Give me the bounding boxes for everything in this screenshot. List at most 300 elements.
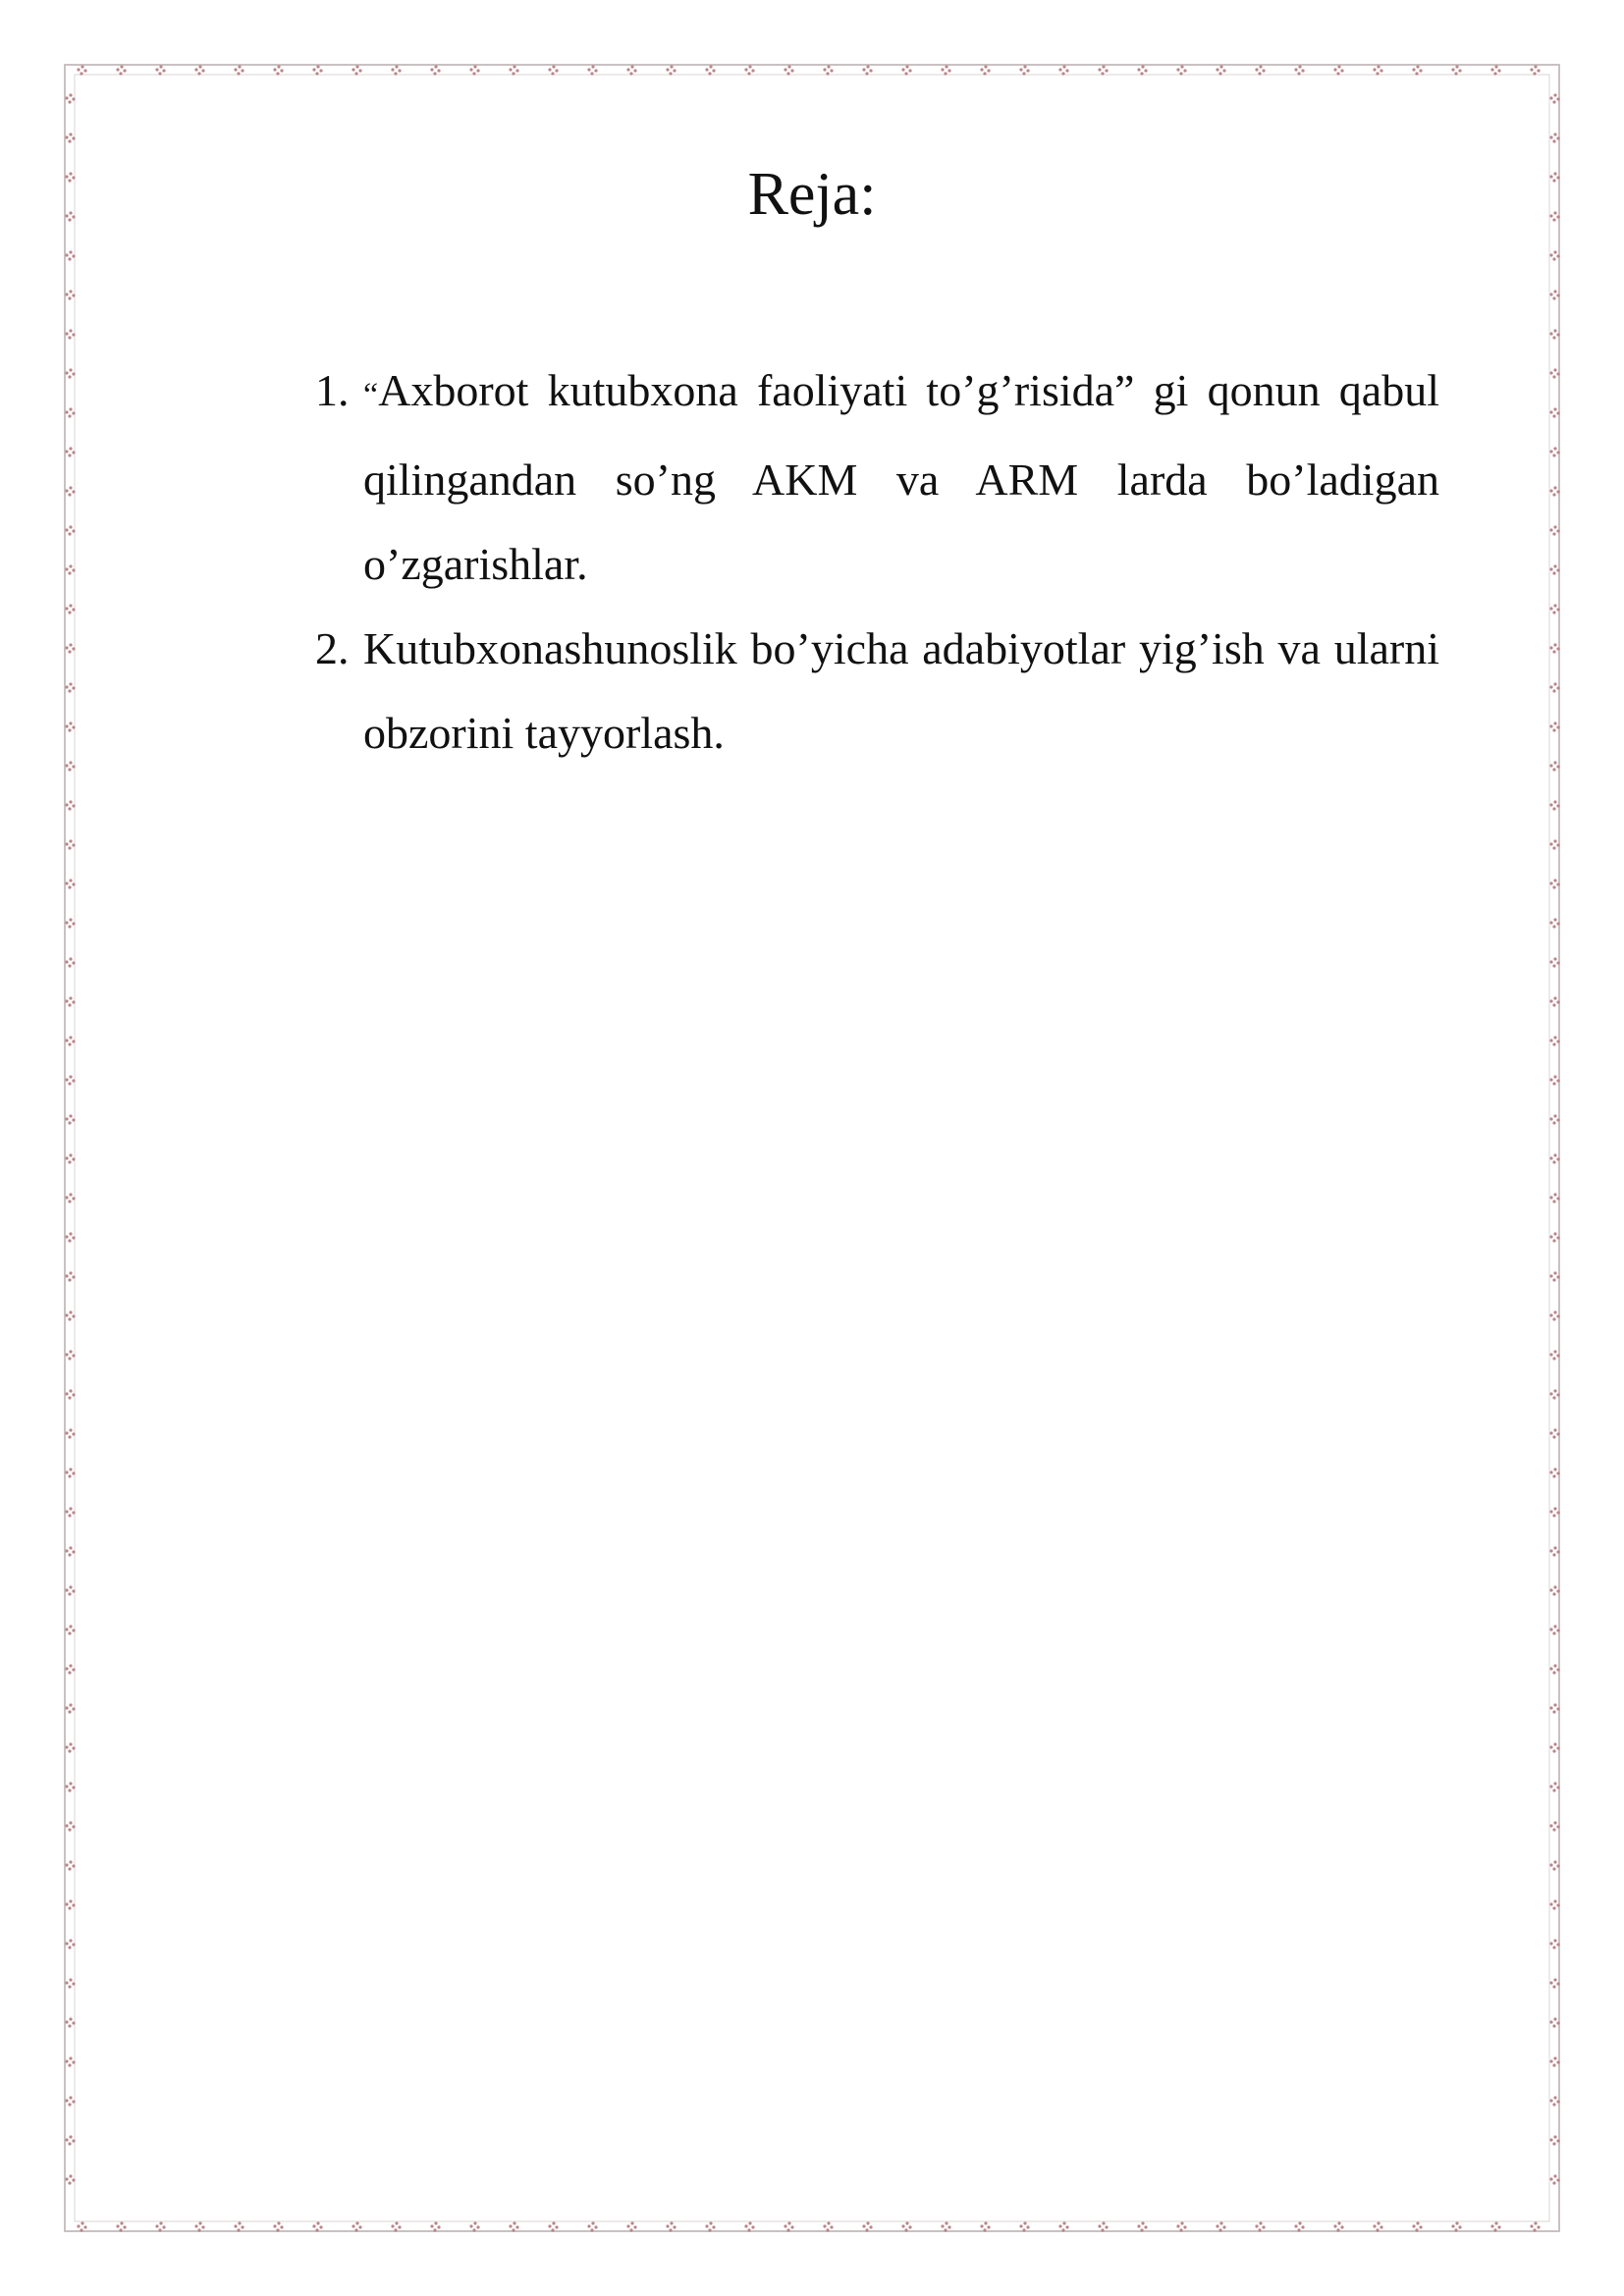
border-ornament <box>1553 1271 1556 1274</box>
border-ornament <box>790 2225 793 2228</box>
border-ornament <box>708 72 711 75</box>
border-ornament <box>1556 882 1559 885</box>
border-ornament <box>65 764 68 767</box>
border-ornament <box>394 72 397 75</box>
border-ornament <box>1556 922 1559 925</box>
border-ornament <box>162 69 165 72</box>
border-ornament <box>65 1196 68 1199</box>
border-ornament <box>69 1232 72 1235</box>
border-ornament <box>1553 1703 1556 1706</box>
border-ornament <box>830 2225 833 2228</box>
border-ornament <box>1549 1549 1552 1552</box>
border-ornament <box>72 294 75 296</box>
border-ornament <box>1552 728 1555 731</box>
border-ornament <box>1549 1706 1552 1709</box>
border-ornament <box>1102 65 1105 68</box>
border-ornament <box>315 2228 318 2231</box>
border-ornament <box>65 1510 68 1513</box>
border-ornament <box>1556 1314 1559 1317</box>
border-ornament <box>1552 2181 1555 2184</box>
border-ornament <box>548 68 551 71</box>
border-ornament <box>198 65 201 68</box>
border-ornament <box>65 685 68 688</box>
border-ornament <box>198 2221 201 2224</box>
border-ornament <box>1262 2225 1265 2228</box>
border-ornament <box>947 69 950 72</box>
border-ornament <box>65 960 68 963</box>
border-ornament <box>69 250 72 253</box>
border-ornament <box>72 843 75 846</box>
border-ornament <box>1337 2221 1340 2224</box>
border-ornament <box>1144 69 1147 72</box>
border-ornament <box>69 918 72 921</box>
border-ornament <box>1553 525 1556 528</box>
border-ornament <box>1553 2096 1556 2099</box>
border-ornament <box>1552 1239 1555 1242</box>
border-ornament <box>68 846 71 849</box>
border-ornament <box>358 69 361 72</box>
border-ornament <box>1380 69 1382 72</box>
border-ornament <box>68 1553 71 1556</box>
border-ornament <box>68 1278 71 1281</box>
border-ornament <box>273 68 276 71</box>
border-ornament <box>72 647 75 650</box>
border-ornament <box>158 2228 161 2231</box>
border-ornament <box>69 133 72 135</box>
border-ornament <box>1552 1789 1555 1791</box>
border-ornament <box>476 69 479 72</box>
border-ornament <box>65 371 68 374</box>
border-ornament <box>1340 2225 1343 2228</box>
border-ornament <box>1553 957 1556 960</box>
border-ornament <box>72 1079 75 1082</box>
border-ornament <box>1140 2228 1143 2231</box>
border-ornament <box>72 1982 75 1985</box>
border-ornament <box>69 1507 72 1510</box>
border-ornament <box>68 1200 71 1202</box>
border-ornament <box>1098 2224 1101 2227</box>
border-ornament <box>1556 2100 1559 2103</box>
border-ornament <box>748 65 751 68</box>
border-ornament <box>1556 490 1559 493</box>
border-ornament <box>72 1275 75 1278</box>
border-ornament <box>237 72 240 75</box>
border-ornament <box>1553 1625 1556 1628</box>
border-ornament <box>68 1396 71 1399</box>
border-ornament <box>68 532 71 535</box>
border-ornament <box>68 1082 71 1085</box>
border-ornament <box>72 254 75 257</box>
border-ornament <box>1262 69 1265 72</box>
border-ornament <box>1552 1396 1555 1399</box>
border-ornament <box>1552 1906 1555 1909</box>
border-ornament <box>1065 69 1068 72</box>
border-ornament <box>69 996 72 999</box>
border-ornament <box>1556 1511 1559 1514</box>
border-ornament <box>319 2225 322 2228</box>
border-ornament <box>786 2228 789 2231</box>
border-ornament <box>751 69 754 72</box>
border-ornament <box>65 1392 68 1395</box>
border-ornament <box>473 65 476 68</box>
border-ornament <box>1556 1589 1559 1592</box>
border-ornament <box>65 1824 68 1827</box>
border-ornament <box>1255 2224 1258 2227</box>
border-ornament <box>1549 2177 1552 2180</box>
border-ornament <box>1216 2224 1218 2227</box>
border-ornament <box>69 2174 72 2177</box>
border-ornament <box>72 1314 75 1317</box>
border-ornament <box>69 1585 72 1588</box>
border-ornament <box>69 407 72 410</box>
border-ornament <box>1549 960 1552 963</box>
border-ornament <box>1058 2224 1061 2227</box>
border-ornament <box>69 1782 72 1785</box>
border-ornament <box>241 2225 244 2228</box>
border-ornament <box>319 69 322 72</box>
border-ornament <box>1026 69 1029 72</box>
border-ornament <box>1553 1860 1556 1863</box>
border-ornament <box>69 957 72 960</box>
border-ornament <box>823 2224 826 2227</box>
border-ornament <box>69 2056 72 2059</box>
plan-item-body: Axborot kutubxona faoliyati to’g’risida” gi qonun qabul qilingandan so’ng AKM va ARM larda bo’ladigan o’zgarishlar. <box>363 365 1439 589</box>
border-ornament <box>1183 69 1186 72</box>
border-ornament <box>1552 1985 1555 1988</box>
border-ornament <box>65 410 68 413</box>
border-ornament <box>1222 2225 1225 2228</box>
border-ornament <box>72 1040 75 1042</box>
border-ornament <box>983 2228 986 2231</box>
border-ornament <box>1144 2225 1147 2228</box>
border-ornament <box>1556 1707 1559 1710</box>
border-ornament <box>1376 72 1379 75</box>
border-ornament <box>1549 1824 1552 1827</box>
border-ornament <box>72 411 75 414</box>
border-ornament <box>1219 2221 1222 2224</box>
border-ornament <box>437 69 440 72</box>
border-ornament <box>77 68 80 71</box>
border-ornament <box>1553 1389 1556 1392</box>
border-ornament <box>352 2224 354 2227</box>
border-ornament <box>1553 1899 1556 1902</box>
border-ornament <box>1553 1939 1556 1942</box>
border-ornament <box>69 1271 72 1274</box>
border-ornament <box>1549 293 1552 295</box>
border-ornament <box>1549 2020 1552 2023</box>
border-ornament <box>68 1749 71 1752</box>
border-ornament <box>72 1236 75 1239</box>
border-ornament <box>1451 2224 1454 2227</box>
border-ornament <box>1549 1981 1552 1984</box>
border-ornament <box>1553 1546 1556 1549</box>
border-ornament <box>1553 447 1556 450</box>
border-ornament <box>80 72 82 75</box>
border-ornament <box>1451 68 1454 71</box>
border-ornament <box>398 69 401 72</box>
plan-item-2 <box>307 607 1439 775</box>
border-ornament <box>1553 721 1556 724</box>
border-ornament <box>312 2224 315 2227</box>
border-ornament <box>594 69 597 72</box>
border-ornament <box>555 69 558 72</box>
border-ornament <box>901 2224 904 2227</box>
border-ornament <box>1553 682 1556 685</box>
border-ornament <box>116 68 119 71</box>
border-ornament <box>1490 68 1493 71</box>
border-ornament <box>1556 1903 1559 1906</box>
border-ornament <box>1552 1003 1555 1006</box>
border-ornament <box>1552 1435 1555 1438</box>
border-ornament <box>1549 724 1552 727</box>
border-ornament <box>65 1863 68 1866</box>
border-ornament <box>69 1310 72 1313</box>
border-ornament <box>1549 881 1552 884</box>
border-ornament <box>1549 1863 1552 1866</box>
border-ornament <box>237 2228 240 2231</box>
border-ornament <box>65 1981 68 1984</box>
border-ornament <box>1553 1232 1556 1235</box>
border-ornament <box>69 1389 72 1392</box>
border-ornament <box>1556 686 1559 689</box>
border-ornament <box>238 2221 241 2224</box>
border-ornament <box>1022 2228 1025 2231</box>
border-ornament <box>1552 414 1555 417</box>
border-ornament <box>72 608 75 611</box>
border-ornament <box>1415 2228 1418 2231</box>
border-ornament <box>512 72 514 75</box>
border-ornament <box>1552 807 1555 810</box>
border-ornament <box>784 68 786 71</box>
border-ornament <box>1337 65 1340 68</box>
border-ornament <box>1140 72 1143 75</box>
border-ornament <box>751 2225 754 2228</box>
border-ornament <box>1556 1550 1559 1553</box>
border-ornament <box>430 68 433 71</box>
border-ornament <box>945 65 947 68</box>
border-ornament <box>827 2221 830 2224</box>
border-ornament <box>1340 69 1343 72</box>
border-ornament <box>626 2224 629 2227</box>
border-ornament <box>72 568 75 571</box>
border-ornament <box>1222 69 1225 72</box>
border-ornament <box>1301 2225 1304 2228</box>
border-ornament <box>355 65 358 68</box>
plan-item-number: 2. <box>315 623 350 673</box>
border-ornament <box>669 2228 672 2231</box>
border-ornament <box>587 68 590 71</box>
border-ornament <box>1553 761 1556 764</box>
border-ornament <box>1556 1825 1559 1828</box>
border-ornament <box>908 2225 911 2228</box>
border-ornament <box>1549 1353 1552 1356</box>
border-ornament <box>1176 68 1179 71</box>
border-ornament <box>509 68 512 71</box>
border-ornament <box>1556 1040 1559 1042</box>
border-ornament <box>669 72 672 75</box>
border-ornament <box>72 686 75 689</box>
border-ornament <box>65 1785 68 1788</box>
border-ornament <box>1380 2225 1382 2228</box>
border-ornament <box>1022 72 1025 75</box>
border-ornament <box>77 2224 80 2227</box>
border-ornament <box>1556 1157 1559 1160</box>
border-ornament <box>65 450 68 453</box>
border-ornament <box>398 2225 401 2228</box>
border-ornament <box>72 1746 75 1749</box>
border-ornament <box>1552 296 1555 299</box>
border-ornament <box>1556 647 1559 650</box>
border-ornament <box>69 1625 72 1628</box>
border-ornament <box>1549 1235 1552 1238</box>
border-ornament <box>1416 2221 1419 2224</box>
border-ornament <box>630 2221 633 2224</box>
border-ornament <box>1556 1000 1559 1003</box>
border-ornament <box>826 2228 829 2231</box>
border-ornament <box>159 65 162 68</box>
border-ornament <box>866 65 869 68</box>
border-ornament <box>1376 2228 1379 2231</box>
border-ornament <box>515 2225 518 2228</box>
border-ornament <box>987 2225 990 2228</box>
border-ornament <box>633 69 636 72</box>
border-ornament <box>1415 72 1418 75</box>
border-ornament <box>1549 135 1552 138</box>
border-ornament <box>1553 368 1556 371</box>
border-ornament <box>744 68 747 71</box>
border-ornament <box>941 2224 944 2227</box>
border-ornament <box>119 72 122 75</box>
border-ornament <box>68 2103 71 2106</box>
border-ornament <box>744 2224 747 2227</box>
border-ornament <box>908 69 911 72</box>
border-ornament <box>1553 1153 1556 1156</box>
border-ornament <box>65 489 68 492</box>
border-ornament <box>69 1428 72 1431</box>
border-ornament <box>784 2224 786 2227</box>
border-ornament <box>1549 1392 1552 1395</box>
border-ornament <box>1530 68 1533 71</box>
plan-item-number: 1. <box>315 365 350 415</box>
border-ornament <box>1549 2059 1552 2062</box>
border-ornament <box>472 2228 475 2231</box>
border-ornament <box>984 65 987 68</box>
border-ornament <box>65 2059 68 2062</box>
border-ornament <box>72 372 75 375</box>
border-ornament <box>1549 1902 1552 1905</box>
border-ornament <box>65 724 68 727</box>
border-ornament <box>1549 2138 1552 2141</box>
border-ornament <box>1549 332 1552 335</box>
border-ornament <box>68 925 71 928</box>
border-ornament <box>590 72 593 75</box>
border-ornament <box>65 528 68 531</box>
border-ornament <box>194 68 197 71</box>
border-ornament <box>434 65 437 68</box>
border-ornament <box>1552 1200 1555 1202</box>
border-ornament <box>1258 72 1261 75</box>
border-ornament <box>83 2225 86 2228</box>
border-ornament <box>1105 69 1108 72</box>
border-ornament <box>68 1239 71 1242</box>
border-ornament <box>705 68 708 71</box>
border-ornament <box>1549 1313 1552 1316</box>
border-ornament <box>65 1628 68 1630</box>
border-ornament <box>72 1903 75 1906</box>
border-ornament <box>1549 1078 1552 1081</box>
border-ornament <box>65 96 68 99</box>
border-ornament <box>787 65 790 68</box>
border-ornament <box>1553 643 1556 646</box>
border-ornament <box>65 1667 68 1670</box>
border-ornament <box>1556 1079 1559 1082</box>
border-ornament <box>712 2225 715 2228</box>
border-ornament <box>68 728 71 731</box>
border-ornament <box>120 2221 123 2224</box>
border-ornament <box>72 529 75 532</box>
border-ornament <box>280 2225 283 2228</box>
border-ornament <box>1552 885 1555 888</box>
border-ornament <box>1062 65 1065 68</box>
border-ornament <box>670 65 673 68</box>
border-ornament <box>1534 2221 1537 2224</box>
border-ornament <box>1180 65 1183 68</box>
border-ornament <box>72 1943 75 1946</box>
border-ornament <box>1553 1782 1556 1785</box>
border-ornament <box>276 72 279 75</box>
border-ornament <box>786 72 789 75</box>
border-ornament <box>1556 2178 1559 2181</box>
border-ornament <box>1454 2228 1457 2231</box>
border-ornament <box>904 72 907 75</box>
border-ornament <box>1216 68 1218 71</box>
border-ornament <box>72 1786 75 1789</box>
border-ornament <box>1549 1510 1552 1513</box>
page-title: Reja: <box>747 161 877 228</box>
border-ornament <box>1141 65 1144 68</box>
border-ornament <box>194 2224 197 2227</box>
border-ornament <box>68 139 71 142</box>
border-ornament <box>68 964 71 967</box>
border-ornament <box>65 607 68 610</box>
border-ornament <box>1294 68 1297 71</box>
border-ornament <box>1552 1514 1555 1517</box>
border-ornament <box>1537 69 1540 72</box>
border-ornament <box>69 682 72 685</box>
border-ornament <box>901 68 904 71</box>
border-ornament <box>158 72 161 75</box>
border-ornament <box>666 68 669 71</box>
border-ornament <box>590 2228 593 2231</box>
border-ornament <box>469 68 472 71</box>
border-ornament <box>155 68 158 71</box>
border-ornament <box>869 2225 872 2228</box>
border-ornament <box>65 921 68 924</box>
border-ornament <box>69 1860 72 1863</box>
border-ornament <box>81 65 83 68</box>
border-ornament <box>983 72 986 75</box>
border-ornament <box>1493 2228 1496 2231</box>
border-ornament <box>72 1511 75 1514</box>
border-ornament <box>72 1118 75 1121</box>
border-ornament <box>1105 2225 1108 2228</box>
border-ornament <box>1549 1156 1552 1159</box>
border-ornament <box>1255 68 1258 71</box>
border-ornament <box>65 881 68 884</box>
border-ornament <box>72 1589 75 1592</box>
border-ornament <box>68 1121 71 1124</box>
border-ornament <box>69 2017 72 2020</box>
